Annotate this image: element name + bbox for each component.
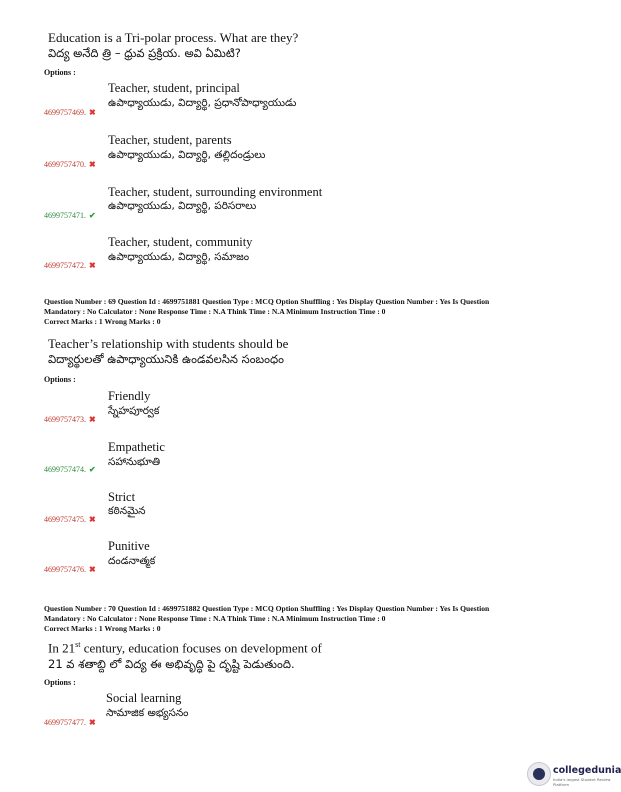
check-icon: ✔: [89, 211, 96, 220]
option-id: 4699757472. ✖: [44, 261, 96, 270]
option-en: Teacher, student, principal: [108, 81, 240, 95]
option-en: Punitive: [108, 539, 150, 553]
question-69-meta: Question Number : 69 Question Id : 4699751881 Question Type : MCQ Option Shuffling : Yes Display Question Number : Yes Is Question Mandatory : No Calculator : None Response Time : N.A Think Time : N.A Minimum Instruction Time : 0 Correct Marks : 1 Wrong Marks : 0: [44, 297, 490, 326]
check-icon: ✔: [89, 465, 96, 474]
cross-icon: ✖: [89, 261, 96, 270]
option-te: దండనాత్మక: [108, 555, 156, 567]
option-id: 4699757473. ✖: [44, 415, 96, 424]
mascot-icon: [527, 762, 551, 786]
option-te: సహానుభూతి: [108, 456, 161, 468]
cross-icon: ✖: [89, 108, 96, 117]
cross-icon: ✖: [89, 160, 96, 169]
option-id: 4699757475. ✖: [44, 515, 96, 524]
option-en: Teacher, student, community: [108, 235, 253, 249]
option-te: ఉపాధ్యాయుడు, విద్యార్థి, పరిసరాలు: [108, 200, 257, 212]
logo-text: collegedunia: [553, 765, 621, 776]
options-label: Options :: [44, 678, 76, 687]
option-en: Social learning: [106, 691, 182, 705]
option-id: 4699757476. ✖: [44, 565, 96, 574]
collegedunia-logo: [527, 762, 621, 787]
question-69-text-en: Teacher’s relationship with students should be: [48, 336, 289, 351]
options-label: Options :: [44, 375, 76, 384]
question-70-text-en: In 21st century, education focuses on development of: [48, 640, 322, 656]
option-id: 4699757470. ✖: [44, 160, 96, 169]
option-en: Teacher, student, parents: [108, 133, 232, 147]
option-id: 4699757469. ✖: [44, 108, 96, 117]
option-id: 4699757477. ✖: [44, 718, 96, 727]
logo-tagline: India's largest Student Review Platform: [553, 777, 611, 787]
option-en: Empathetic: [108, 440, 165, 454]
cross-icon: ✖: [89, 718, 96, 727]
option-te: ఉపాధ్యాయుడు, విద్యార్థి, ప్రధానోపాధ్యాయుడు: [108, 97, 297, 109]
question-69-text-te: విద్యార్థులతో ఉపాధ్యాయునికి ఉండవలసిన సంబంధం: [48, 352, 284, 366]
cross-icon: ✖: [89, 565, 96, 574]
cross-icon: ✖: [89, 515, 96, 524]
option-en: Strict: [108, 490, 136, 504]
question-70-meta: Question Number : 70 Question Id : 4699751882 Question Type : MCQ Option Shuffling : Yes Display Question Number : Yes Is Question Mandatory : No Calculator : None Response Time : N.A Think Time : N.A Minimum Instruction Time : 0 Correct Marks : 1 Wrong Marks : 0: [44, 604, 490, 633]
question-70-text-te: 21 వ శతాబ్ది లో విద్య ఈ అభివృద్ధి పై దృష్టి పెడుతుంది.: [48, 657, 295, 671]
option-en: Friendly: [108, 389, 151, 403]
option-te: ఉపాధ్యాయుడు, విద్యార్థి, తల్లిదండ్రులు: [108, 149, 266, 161]
question-68-text-en: Education is a Tri-polar process. What are they?: [48, 30, 299, 45]
option-id: 4699757471. ✔: [44, 211, 96, 220]
option-te: సామాజిక అభ్యసనం: [106, 707, 189, 719]
option-en: Teacher, student, surrounding environment: [108, 185, 323, 199]
options-label: Options :: [44, 68, 76, 77]
option-te: స్నేహపూర్వక: [108, 405, 160, 417]
option-te: కఠినమైన: [108, 505, 146, 517]
option-te: ఉపాధ్యాయుడు, విద్యార్థి, సమాజం: [108, 251, 250, 263]
question-68-text-te: విద్య అనేది త్రి – ధ్రువ ప్రక్రియ. అవి ఏమిటి?: [48, 46, 241, 60]
option-id: 4699757474. ✔: [44, 465, 96, 474]
cross-icon: ✖: [89, 415, 96, 424]
